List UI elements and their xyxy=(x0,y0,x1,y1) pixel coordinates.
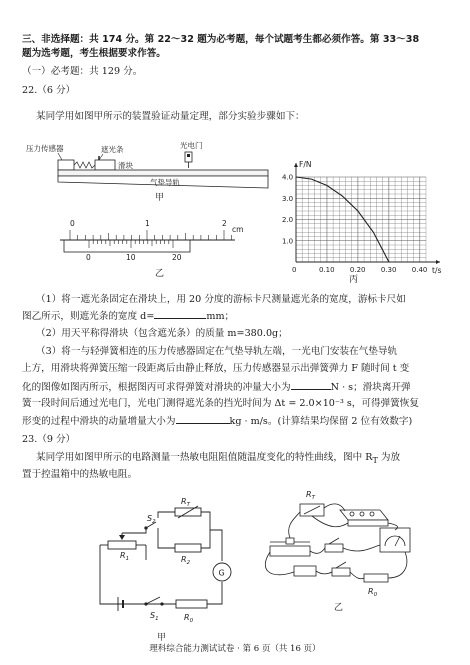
chart-y-tick-label: 1.0 xyxy=(282,237,294,246)
section-heading: 三、非选择题：共 174 分。第 22～32 题为必考题，每个试题考生都必须作答。第 33～38 xyxy=(22,34,420,45)
strip-label: 遮光条 xyxy=(101,145,124,154)
chart-ylabel: F/N xyxy=(299,160,312,169)
q22-step3-d: 簧一段时间后通过光电门，光电门测得遮光条的挡光时间为 Δt = 2.0×10⁻³ s，可得弹簧恢复 xyxy=(22,398,419,409)
fig-bing-caption: 丙 xyxy=(349,275,359,285)
q23-number: 23.（9 分） xyxy=(22,434,76,445)
jia-R0-label: $R_0$ xyxy=(184,613,194,624)
q22-step2: （2）用天平称得滑块（包含遮光条）的质量 m=380.0g； xyxy=(36,328,288,339)
chart-x-tick-label: 0.20 xyxy=(349,266,366,274)
main-scale-tick-0: 0 xyxy=(70,219,75,228)
main-scale-tick-2: 2 xyxy=(222,219,227,228)
galvanometer-label: G xyxy=(218,568,225,578)
yi-rheostat-icon xyxy=(270,546,310,556)
chart-x-tick-label: 0.40 xyxy=(411,266,428,274)
yi-galvanometer-icon xyxy=(380,528,410,552)
q23-fig-yi-caption: 乙 xyxy=(334,603,344,613)
required-heading: （一）必考题：共 129 分。 xyxy=(22,66,143,77)
yi-R0-icon xyxy=(364,574,388,582)
chart-y-tick-label: 3.0 xyxy=(282,194,294,203)
rail-label: 气垫导轨 xyxy=(150,178,180,187)
section-heading-cont: 题为选考题，考生根据要求作答。 xyxy=(22,48,166,59)
slider-label: 滑块 xyxy=(118,161,133,170)
main-scale-tick-1: 1 xyxy=(145,219,150,228)
vernier-tick-0: 0 xyxy=(86,253,91,262)
fig-jia-caption: 甲 xyxy=(155,193,165,203)
jia-S2-label: $S_2$ xyxy=(147,514,156,525)
q22-intro: 某同学用如图甲所示的装置验证动量定理，部分实验步骤如下： xyxy=(36,111,305,122)
q23-intro: 某同学用如图甲所示的电路测量一热敏电阻阻值随温度变化的特性曲线，图中 $R_T$ 为放 xyxy=(36,452,401,465)
q22-step3-c: 化的图像如图丙所示，根据图丙可求得弹簧对滑块的冲量大小为 N · s；滑块离开弹 xyxy=(22,382,411,393)
jia-S1-label: $S_1$ xyxy=(150,611,159,622)
q23-intro-c: 置于控温箱中的热敏电阻。 xyxy=(22,469,138,480)
gate-label: 光电门 xyxy=(180,141,203,150)
yi-switch-icon xyxy=(325,544,343,552)
chart-x-tick-label: 0.10 xyxy=(318,266,335,274)
yi-battery-icon xyxy=(294,566,316,576)
yi-R0-label: $R_0$ xyxy=(368,587,378,598)
sensor-label: 压力传感器 xyxy=(26,144,64,153)
q22-step1-a: （1）将一遮光条固定在滑块上，用 20 分度的游标卡尺测量遮光条的宽度，游标卡尺如 xyxy=(36,294,406,305)
main-scale-unit: cm xyxy=(232,225,244,234)
vernier-tick-20: 20 xyxy=(172,253,182,262)
chart-y-tick-label: 2.0 xyxy=(282,216,294,224)
q22-step3-e: 形变的过程中滑块的动量增量大小为 kg · m/s。(计算结果均保留 2 位有效数字) xyxy=(22,416,413,427)
page-footer: 理科综合能力测试试卷 · 第 6 页（共 16 页） xyxy=(149,644,321,654)
yi-RT-label: $R_T$ xyxy=(306,490,315,501)
chart-x-tick-label: 0.30 xyxy=(380,266,397,274)
q22-step3-a: （3）将一与轻弹簧相连的压力传感器固定在气垫导轨左端，一光电门安装在气垫导轨 xyxy=(36,346,398,357)
fig-yi-caption: 乙 xyxy=(155,269,165,279)
q22-number: 22.（6 分） xyxy=(22,85,76,96)
q22-step1-b: 图乙所示，则遮光条的宽度 d= mm； xyxy=(22,311,235,322)
q22-step3-b: 上方，用滑块将弹簧压缩一段距离后由静止释放，压力传感器显示出弹簧弹力 F 随时间 t 变 xyxy=(22,363,410,374)
chart-x-tick-label: 0 xyxy=(292,266,297,274)
chart-xlabel: t/s xyxy=(432,266,442,275)
chart-y-tick-label: 4.0 xyxy=(282,173,294,182)
q23-fig-jia-caption: 甲 xyxy=(157,633,167,643)
jia-R2-label: $R_2$ xyxy=(181,555,191,566)
vernier-tick-10: 10 xyxy=(126,253,136,262)
yi-switch2-icon xyxy=(332,568,350,576)
jia-R1-label: $R_1$ xyxy=(120,551,130,562)
jia-RT-label: $R_T$ xyxy=(181,497,190,508)
